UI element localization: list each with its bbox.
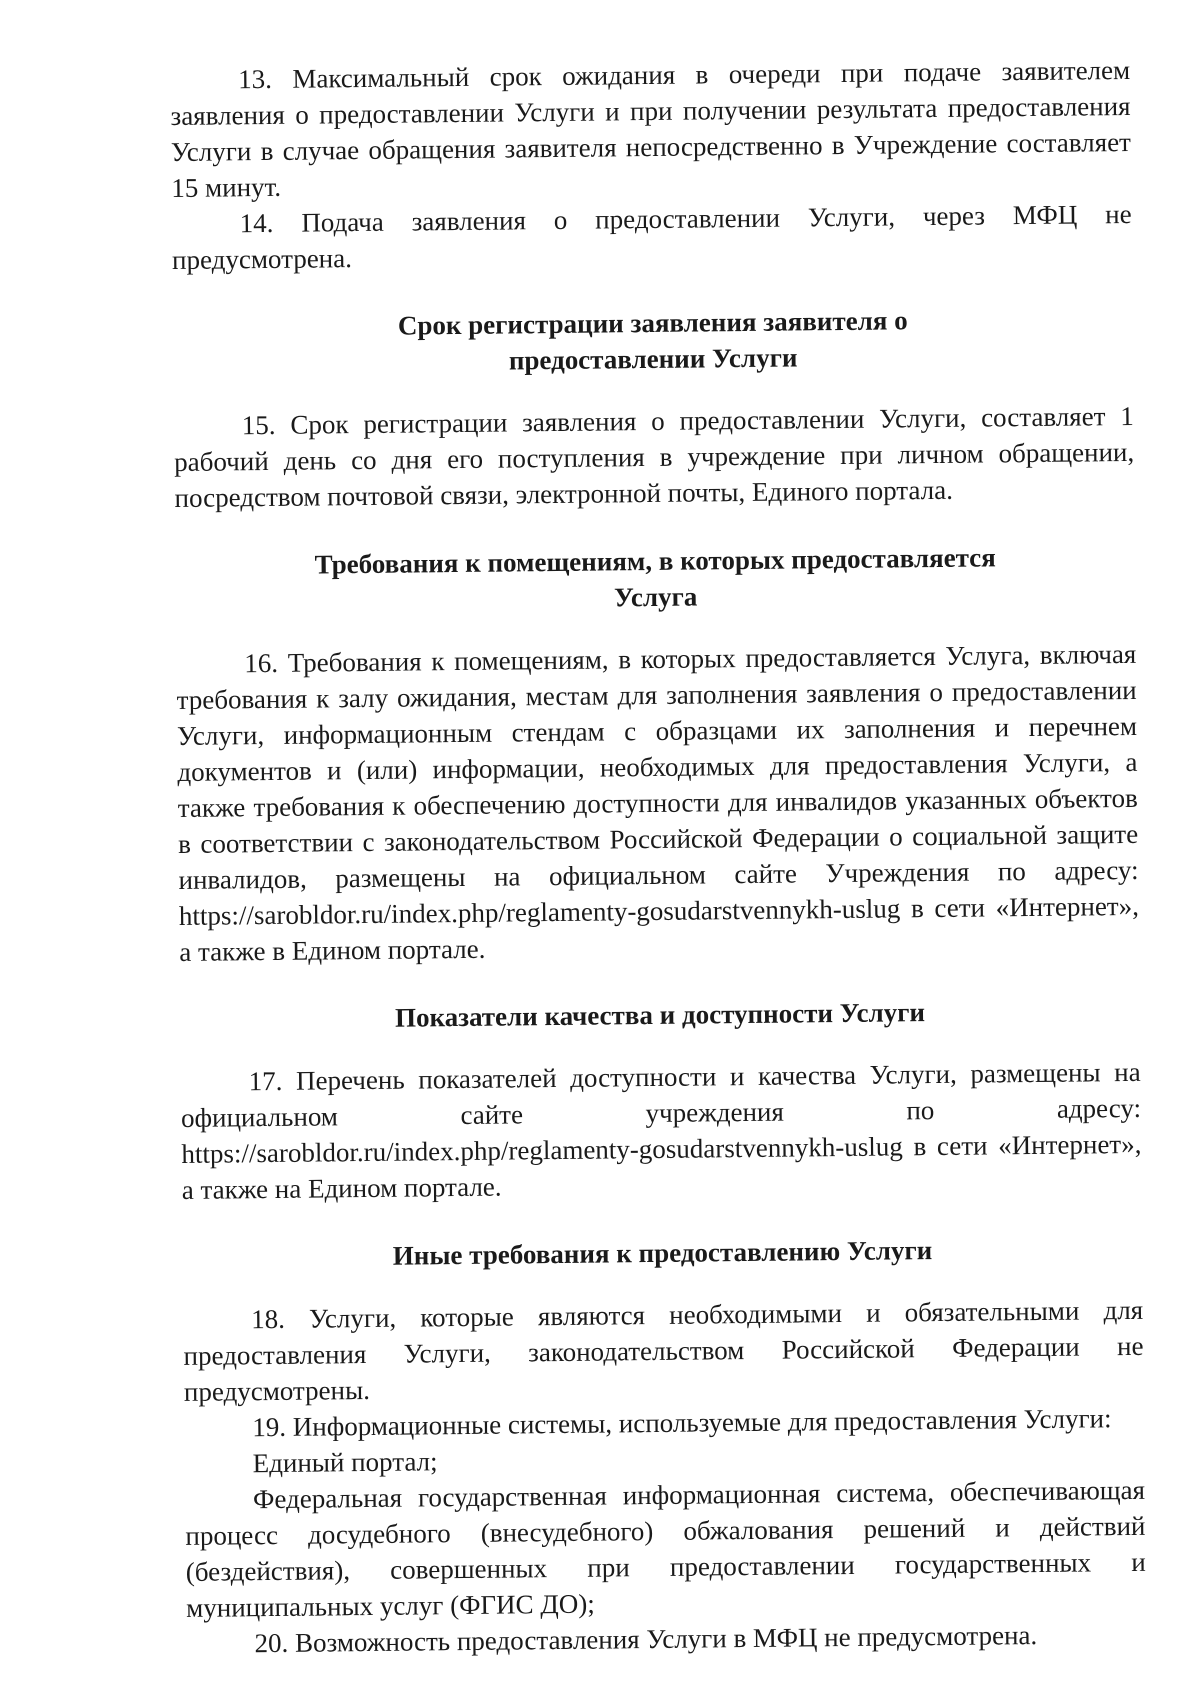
heading-other-requirements: Иные требования к предоставлению Услуги (392, 1235, 933, 1271)
paragraph-13: 13. Максимальный срок ожидания в очереди при подаче заявителем заявления о предоставлении Услуги и при получении результата предоставления Услуги в случае обращения заявителя непосредственно в Учреждение составляет 15 минут. (170, 54, 1132, 203)
heading-registration-term: Срок регистрации заявления заявителя о предоставлении Услуги (397, 305, 908, 376)
paragraph-15: 15. Срок регистрации заявления о предоставлении Услуги, составляет 1 рабочий день со дня его поступления в учреждение при личном обращении, посредством почтовой связи, электронной почты, Единого портала. (174, 400, 1135, 513)
paragraph-19-item-fgis: Федеральная государственная информационная система, обеспечивающая процесс досудебного (внесудебного) обжалования решений и действий (бездействия), совершенных при предоставлении государственных и муниципальных услуг (ФГИС ДО); (185, 1474, 1146, 1623)
paragraph-18: 18. Услуги, которые являются необходимыми и обязательными для предоставления Услуги, законодательством Российской Федерации не предусмотрены. (183, 1294, 1144, 1407)
paragraph-17: 17. Перечень показателей доступности и качества Услуги, размещены на официальном сайте учреждения по адресу: https://sarobldor.ru/index.php/reglamenty-gosudarstvennykh-uslug в сети «Интернет», а также на Едином портале. (180, 1056, 1142, 1205)
paragraph-14: 14. Подача заявления о предоставлении Услуги, через МФЦ не предусмотрена. (171, 198, 1132, 275)
paragraph-19: 19. Информационные системы, используемые для предоставления Услуги: (252, 1403, 1112, 1443)
paragraph-19-item-portal: Единый портал; (252, 1446, 438, 1479)
paragraph-16: 16. Требования к помещениям, в которых предоставляется Услуга, включая требования к залу ожидания, местам для заполнения заявления о предоставлении Услуги, информационным стендам с образцами их заполнения и перечнем документов и (или) информации, необходимых для предоставления Услуги, а также требования к обеспечению доступности для инвалидов указанных объектов в соответствии с законодательством Российской Федерации о социальной защите инвалидов, размещены на официальном сайте Учреждения по адресу: https://sarobldor.ru/index.php/reglamenty-gosudarstvennykh-uslug в сети «Интернет», а также в Едином портале. (176, 638, 1140, 967)
document-page (170, 52, 1147, 1662)
heading-quality-indicators: Показатели качества и доступности Услуги (394, 997, 926, 1033)
paragraph-20: 20. Возможность предоставления Услуги в МФЦ не предусмотрена. (254, 1620, 1038, 1659)
heading-premises-requirements: Требования к помещениям, в которых предоставляется Услуга (314, 542, 996, 613)
